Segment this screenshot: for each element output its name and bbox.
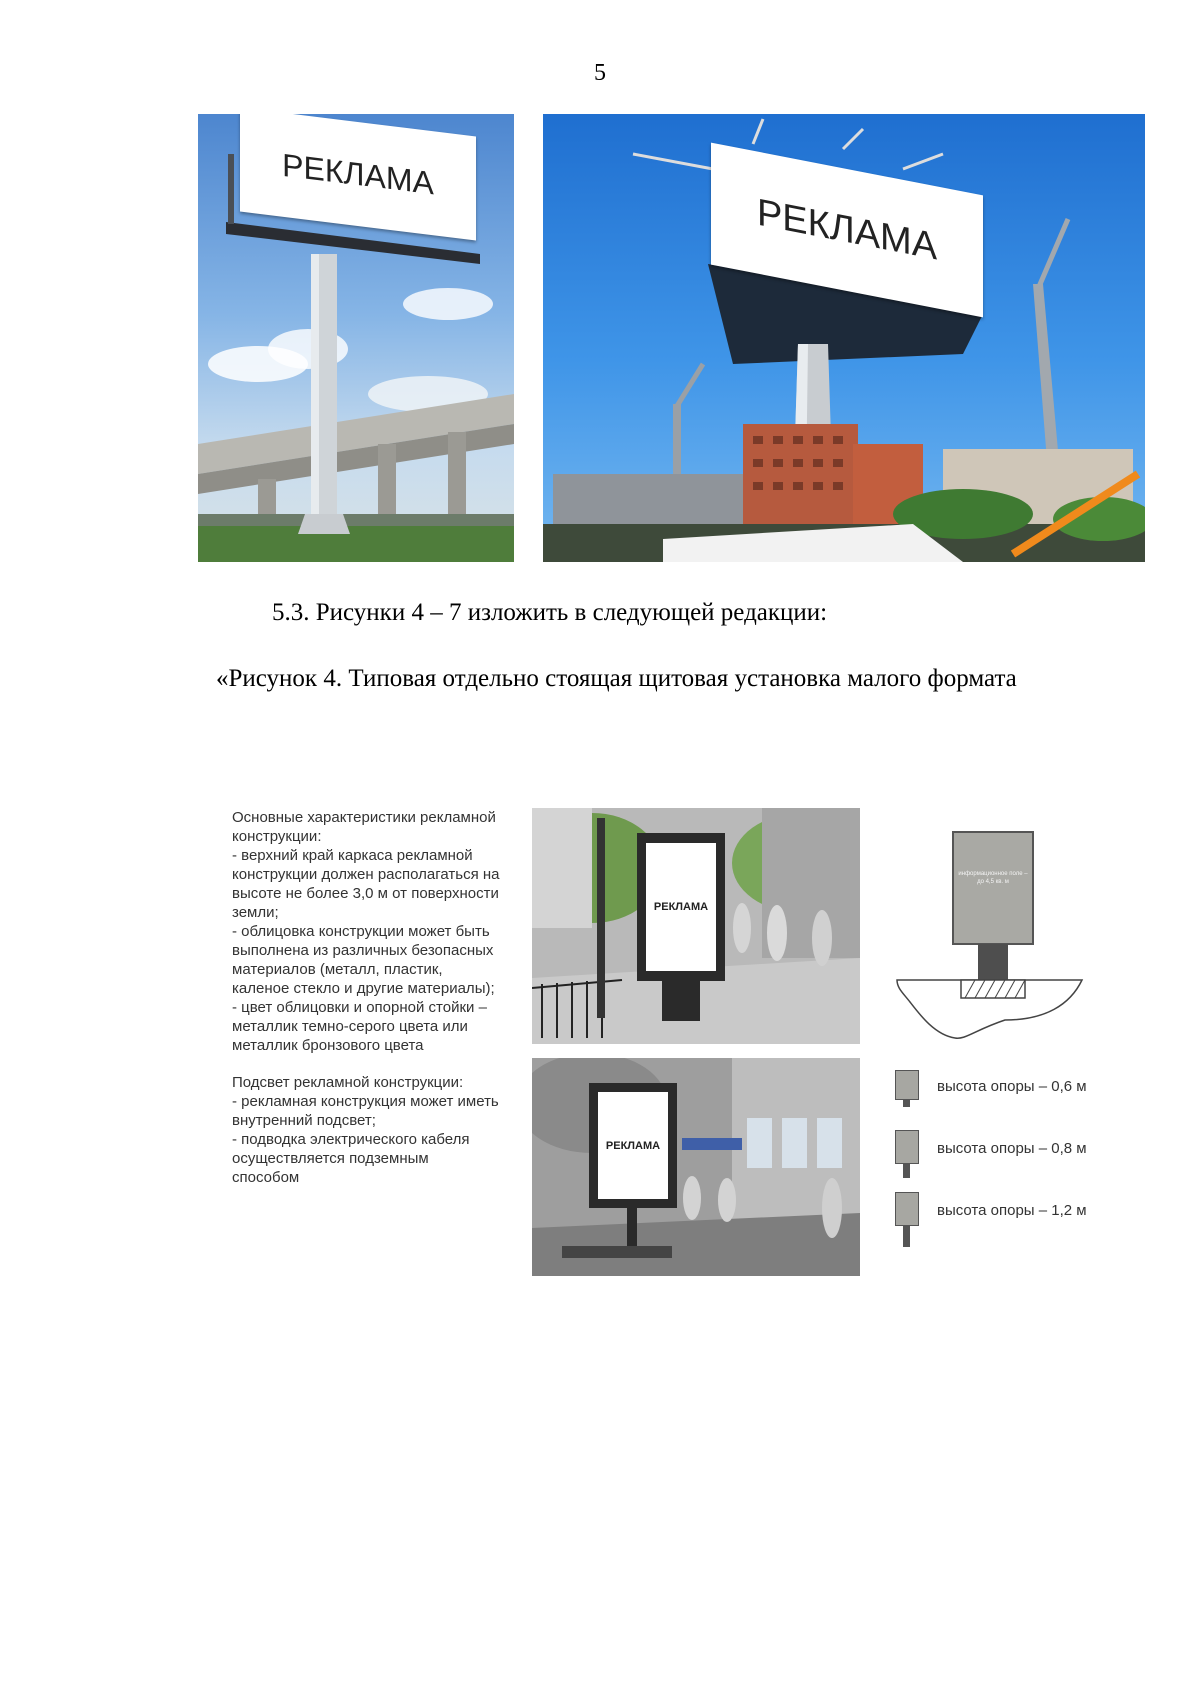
lighting-item: - рекламная конструкция может иметь внутренний подсвет;	[232, 1093, 499, 1129]
characteristics-item: - облицовка конструкции может быть выполнена из различных безопасных материалов (металл, пластик, каленое стекло и другие материалы);	[232, 923, 495, 997]
characteristics-text	[232, 808, 500, 1187]
page-number: 5	[594, 60, 606, 86]
legend-item	[895, 1130, 1135, 1185]
characteristics-item: - цвет облицовки и опорной стойки – металлик темно-серого цвета или металлик бронзового цвета	[232, 999, 487, 1054]
legend-label: высота опоры – 0,8 м	[937, 1140, 1087, 1157]
lighting-item: - подводка электрического кабеля осуществляется подземным способом	[232, 1131, 470, 1186]
street-photo-bottom	[532, 1058, 860, 1276]
street-photo-top	[532, 808, 860, 1044]
pole-08-icon	[895, 1130, 919, 1164]
legend-item	[895, 1190, 1135, 1250]
street-bottom-ad-label: РЕКЛАМА	[605, 1139, 661, 1152]
billboard-photo-left	[198, 114, 514, 562]
street-top-ad-face	[646, 843, 716, 971]
pole-12-icon	[895, 1192, 919, 1226]
stand-diagram	[895, 830, 1095, 1040]
legend-item	[895, 1068, 1135, 1118]
billboard-right-label: РЕКЛАМА	[756, 190, 938, 269]
pole-leg	[903, 1099, 910, 1107]
street-bottom-ad-face	[598, 1092, 668, 1199]
pole-leg	[903, 1225, 910, 1247]
instruction-paragraph: 5.3. Рисунки 4 – 7 изложить в следующей редакции:	[272, 599, 828, 626]
billboard-left-label: РЕКЛАМА	[282, 146, 434, 201]
billboard-photo-right	[543, 114, 1145, 562]
pole-06-icon	[895, 1070, 919, 1100]
street-top-ad-label: РЕКЛАМА	[653, 901, 709, 913]
pole-leg	[903, 1163, 910, 1178]
legend-label: высота опоры – 1,2 м	[937, 1202, 1087, 1219]
panel-info-text: информационное поле – до 4,5 кв. м	[958, 871, 1028, 885]
characteristics-heading: Основные характеристики рекламной конструкции:	[232, 809, 496, 845]
spacer	[232, 1055, 500, 1073]
legend-label: высота опоры – 0,6 м	[937, 1078, 1087, 1095]
figure-caption: «Рисунок 4. Типовая отдельно стоящая щитовая установка малого формата	[216, 665, 1017, 692]
lighting-heading: Подсвет рекламной конструкции:	[232, 1074, 464, 1091]
characteristics-item: - верхний край каркаса рекламной конструкции должен располагаться на высоте не более 3,0 м от поверхности земли;	[232, 847, 500, 921]
